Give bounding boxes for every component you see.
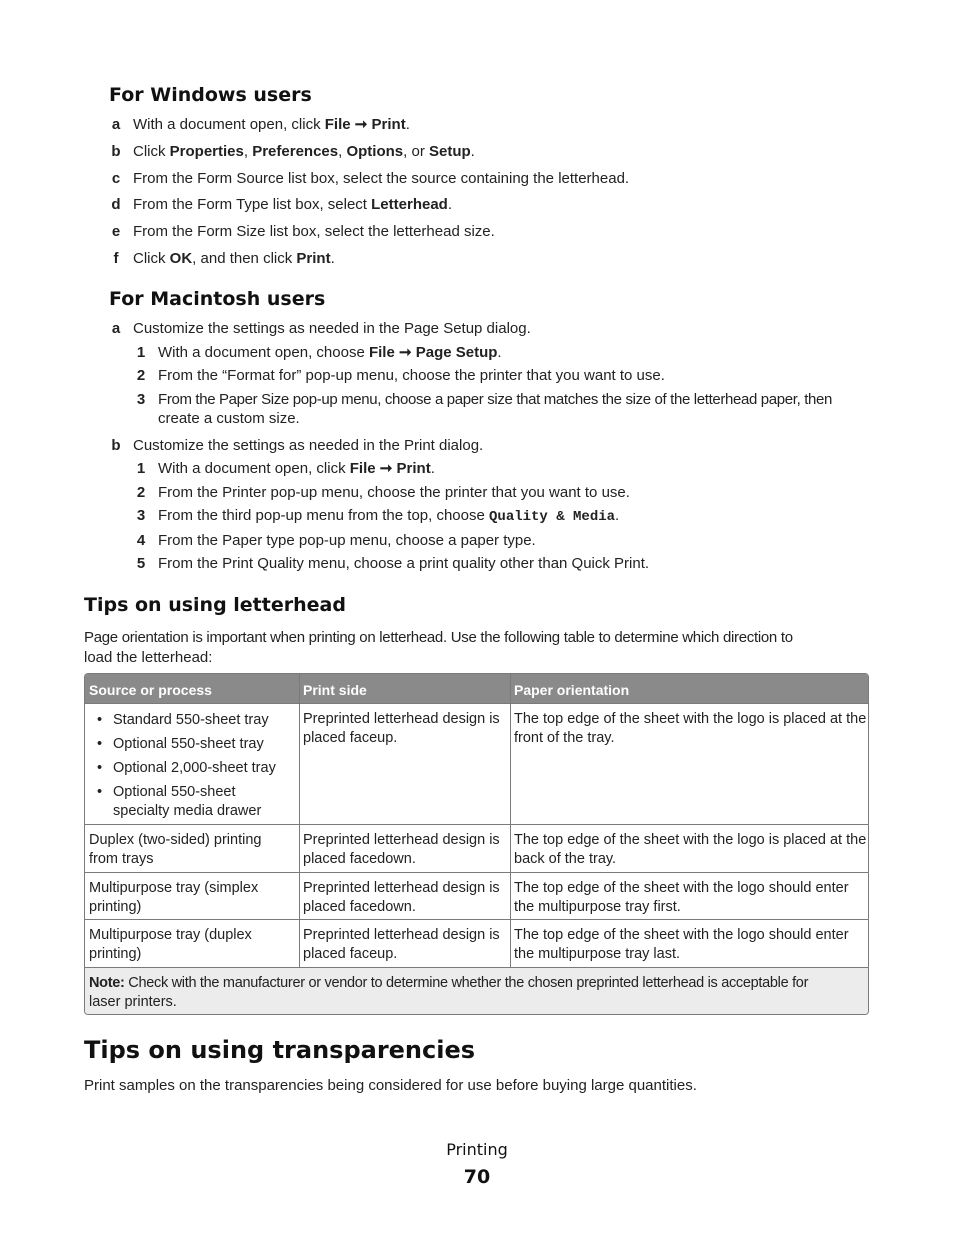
step-text: Click OK, and then click Print. <box>133 250 335 267</box>
mac-b-substep-1 <box>134 459 870 479</box>
mac-b-substep-5 <box>134 554 870 574</box>
bullet-icon: • <box>97 736 103 752</box>
windows-step-a <box>109 115 869 135</box>
table-row4-orientation: The top edge of the sheet with the logo should enter the multipurpose tray last. <box>514 927 849 962</box>
bullet-text: Standard 550-sheet tray <box>113 712 269 728</box>
table-row1-print-side: Preprinted letterhead design is placed faceup. <box>303 711 500 746</box>
table-row1-orientation: The top edge of the sheet with the logo is placed at the front of the tray. <box>514 711 867 746</box>
substep-text: From the third pop-up menu from the top, choose Quality & Media. <box>158 507 620 525</box>
step-label: f <box>113 250 119 267</box>
letterhead-heading: Tips on using letterhead <box>84 594 346 616</box>
windows-step-f <box>109 249 869 269</box>
substep-label: 2 <box>136 484 146 501</box>
substep-text: With a document open, click File ➞ Print. <box>158 460 435 477</box>
table-row3-orientation: The top edge of the sheet with the logo should enter the multipurpose tray first. <box>514 880 849 915</box>
substep-label: 5 <box>136 555 146 572</box>
mac-b-substep-4 <box>134 531 870 551</box>
letterhead-intro-line2: load the letterhead: <box>84 649 213 666</box>
mac-b-substep-3 <box>134 506 870 526</box>
table-header-row <box>85 674 868 703</box>
bullet-icon: • <box>97 760 103 776</box>
mac-b-substep-2 <box>134 483 870 503</box>
table-row1-bullet <box>97 735 297 755</box>
substep-label: 1 <box>136 460 146 477</box>
row-divider <box>85 824 868 825</box>
bullet-text: Optional 550-sheet tray <box>113 736 264 752</box>
step-text: Click Properties, Preferences, Options, or Setup. <box>133 143 475 160</box>
table-row1-bullet <box>97 711 297 731</box>
mac-heading: For Macintosh users <box>109 288 326 310</box>
bullet-text: Optional 550-sheet <box>113 784 236 800</box>
code-quality-media: Quality & Media <box>489 509 616 525</box>
note-label: Note: <box>89 975 125 991</box>
transparencies-text: Print samples on the transparencies being considered for use before buying large quantities. <box>84 1077 697 1094</box>
substep-text: From the Print Quality menu, choose a print quality other than Quick Print. <box>158 555 650 572</box>
mac-a-substep-1 <box>134 343 870 363</box>
table-row3-print-side: Preprinted letterhead design is placed facedown. <box>303 880 500 915</box>
table-header-orientation: Paper orientation <box>514 682 630 698</box>
table-row4-source: Multipurpose tray (duplex printing) <box>89 927 252 962</box>
substep-text: With a document open, choose File ➞ Page Setup. <box>158 344 502 361</box>
substep-label: 1 <box>136 344 146 361</box>
step-text: Customize the settings as needed in the Page Setup dialog. <box>133 320 531 337</box>
table-row2-orientation: The top edge of the sheet with the logo is placed at the back of the tray. <box>514 832 867 867</box>
mac-a-substep-2 <box>134 366 870 386</box>
substep-text-line1: From the Paper Size pop-up menu, choose a paper size that matches the size of the letterhead paper, then <box>158 391 833 408</box>
row-divider <box>85 703 868 704</box>
windows-heading: For Windows users <box>109 84 312 106</box>
substep-text: From the Paper type pop-up menu, choose a paper type. <box>158 532 536 549</box>
bullet-text-continued: specialty media drawer <box>113 803 262 819</box>
table-row1-bullet <box>97 759 297 779</box>
table-row2-print-side: Preprinted letterhead design is placed facedown. <box>303 832 500 867</box>
table-row3-source: Multipurpose tray (simplex printing) <box>89 880 259 915</box>
note-text: Check with the manufacturer or vendor to determine whether the chosen preprinted letterhead is acceptable for <box>124 975 809 991</box>
mac-step-a <box>109 319 869 339</box>
step-text: Customize the settings as needed in the Print dialog. <box>133 437 484 454</box>
step-text: With a document open, click File ➞ Print. <box>133 116 410 133</box>
table-header-print-side: Print side <box>303 682 367 698</box>
step-label: b <box>111 437 121 454</box>
note-text-continued: laser printers. <box>89 994 177 1010</box>
footer-section-label: Printing <box>446 1140 508 1159</box>
table-row2-source: Duplex (two-sided) printing from trays <box>89 832 262 867</box>
letterhead-table <box>84 673 869 1015</box>
step-label: d <box>111 196 121 213</box>
windows-step-b <box>109 142 869 162</box>
table-row1-bullet <box>97 783 297 823</box>
windows-step-c <box>109 169 869 189</box>
substep-label: 3 <box>136 507 146 524</box>
windows-step-d <box>109 195 869 215</box>
page-number: 70 <box>463 1166 491 1188</box>
windows-step-e <box>109 222 869 242</box>
substep-text-line2: create a custom size. <box>158 410 300 427</box>
bullet-icon: • <box>97 784 103 800</box>
step-label: a <box>111 116 121 133</box>
substep-label: 4 <box>136 532 146 549</box>
step-label: b <box>111 143 121 160</box>
row-divider <box>85 919 868 920</box>
letterhead-intro-line1: Page orientation is important when printing on letterhead. Use the following table to determine which direction to <box>84 629 793 646</box>
step-label: e <box>111 223 121 240</box>
step-label: c <box>111 170 121 187</box>
bullet-icon: • <box>97 712 103 728</box>
table-row4-print-side: Preprinted letterhead design is placed faceup. <box>303 927 500 962</box>
substep-label: 3 <box>136 391 146 408</box>
substep-label: 2 <box>136 367 146 384</box>
table-note <box>85 974 868 1012</box>
mac-a-substep-3 <box>134 390 870 430</box>
step-text: From the Form Source list box, select the source containing the letterhead. <box>133 170 630 187</box>
step-text: From the Form Size list box, select the letterhead size. <box>133 223 495 240</box>
row-divider <box>85 967 868 968</box>
table-header-source: Source or process <box>89 682 212 698</box>
row-divider <box>85 872 868 873</box>
step-text: From the Form Type list box, select Letterhead. <box>133 196 452 213</box>
substep-text: From the Printer pop-up menu, choose the printer that you want to use. <box>158 484 630 501</box>
substep-text: From the “Format for” pop-up menu, choose the printer that you want to use. <box>158 367 665 384</box>
mac-step-b <box>109 436 869 456</box>
bullet-text: Optional 2,000-sheet tray <box>113 760 276 776</box>
transparencies-heading: Tips on using transparencies <box>84 1036 476 1064</box>
step-label: a <box>111 320 121 337</box>
